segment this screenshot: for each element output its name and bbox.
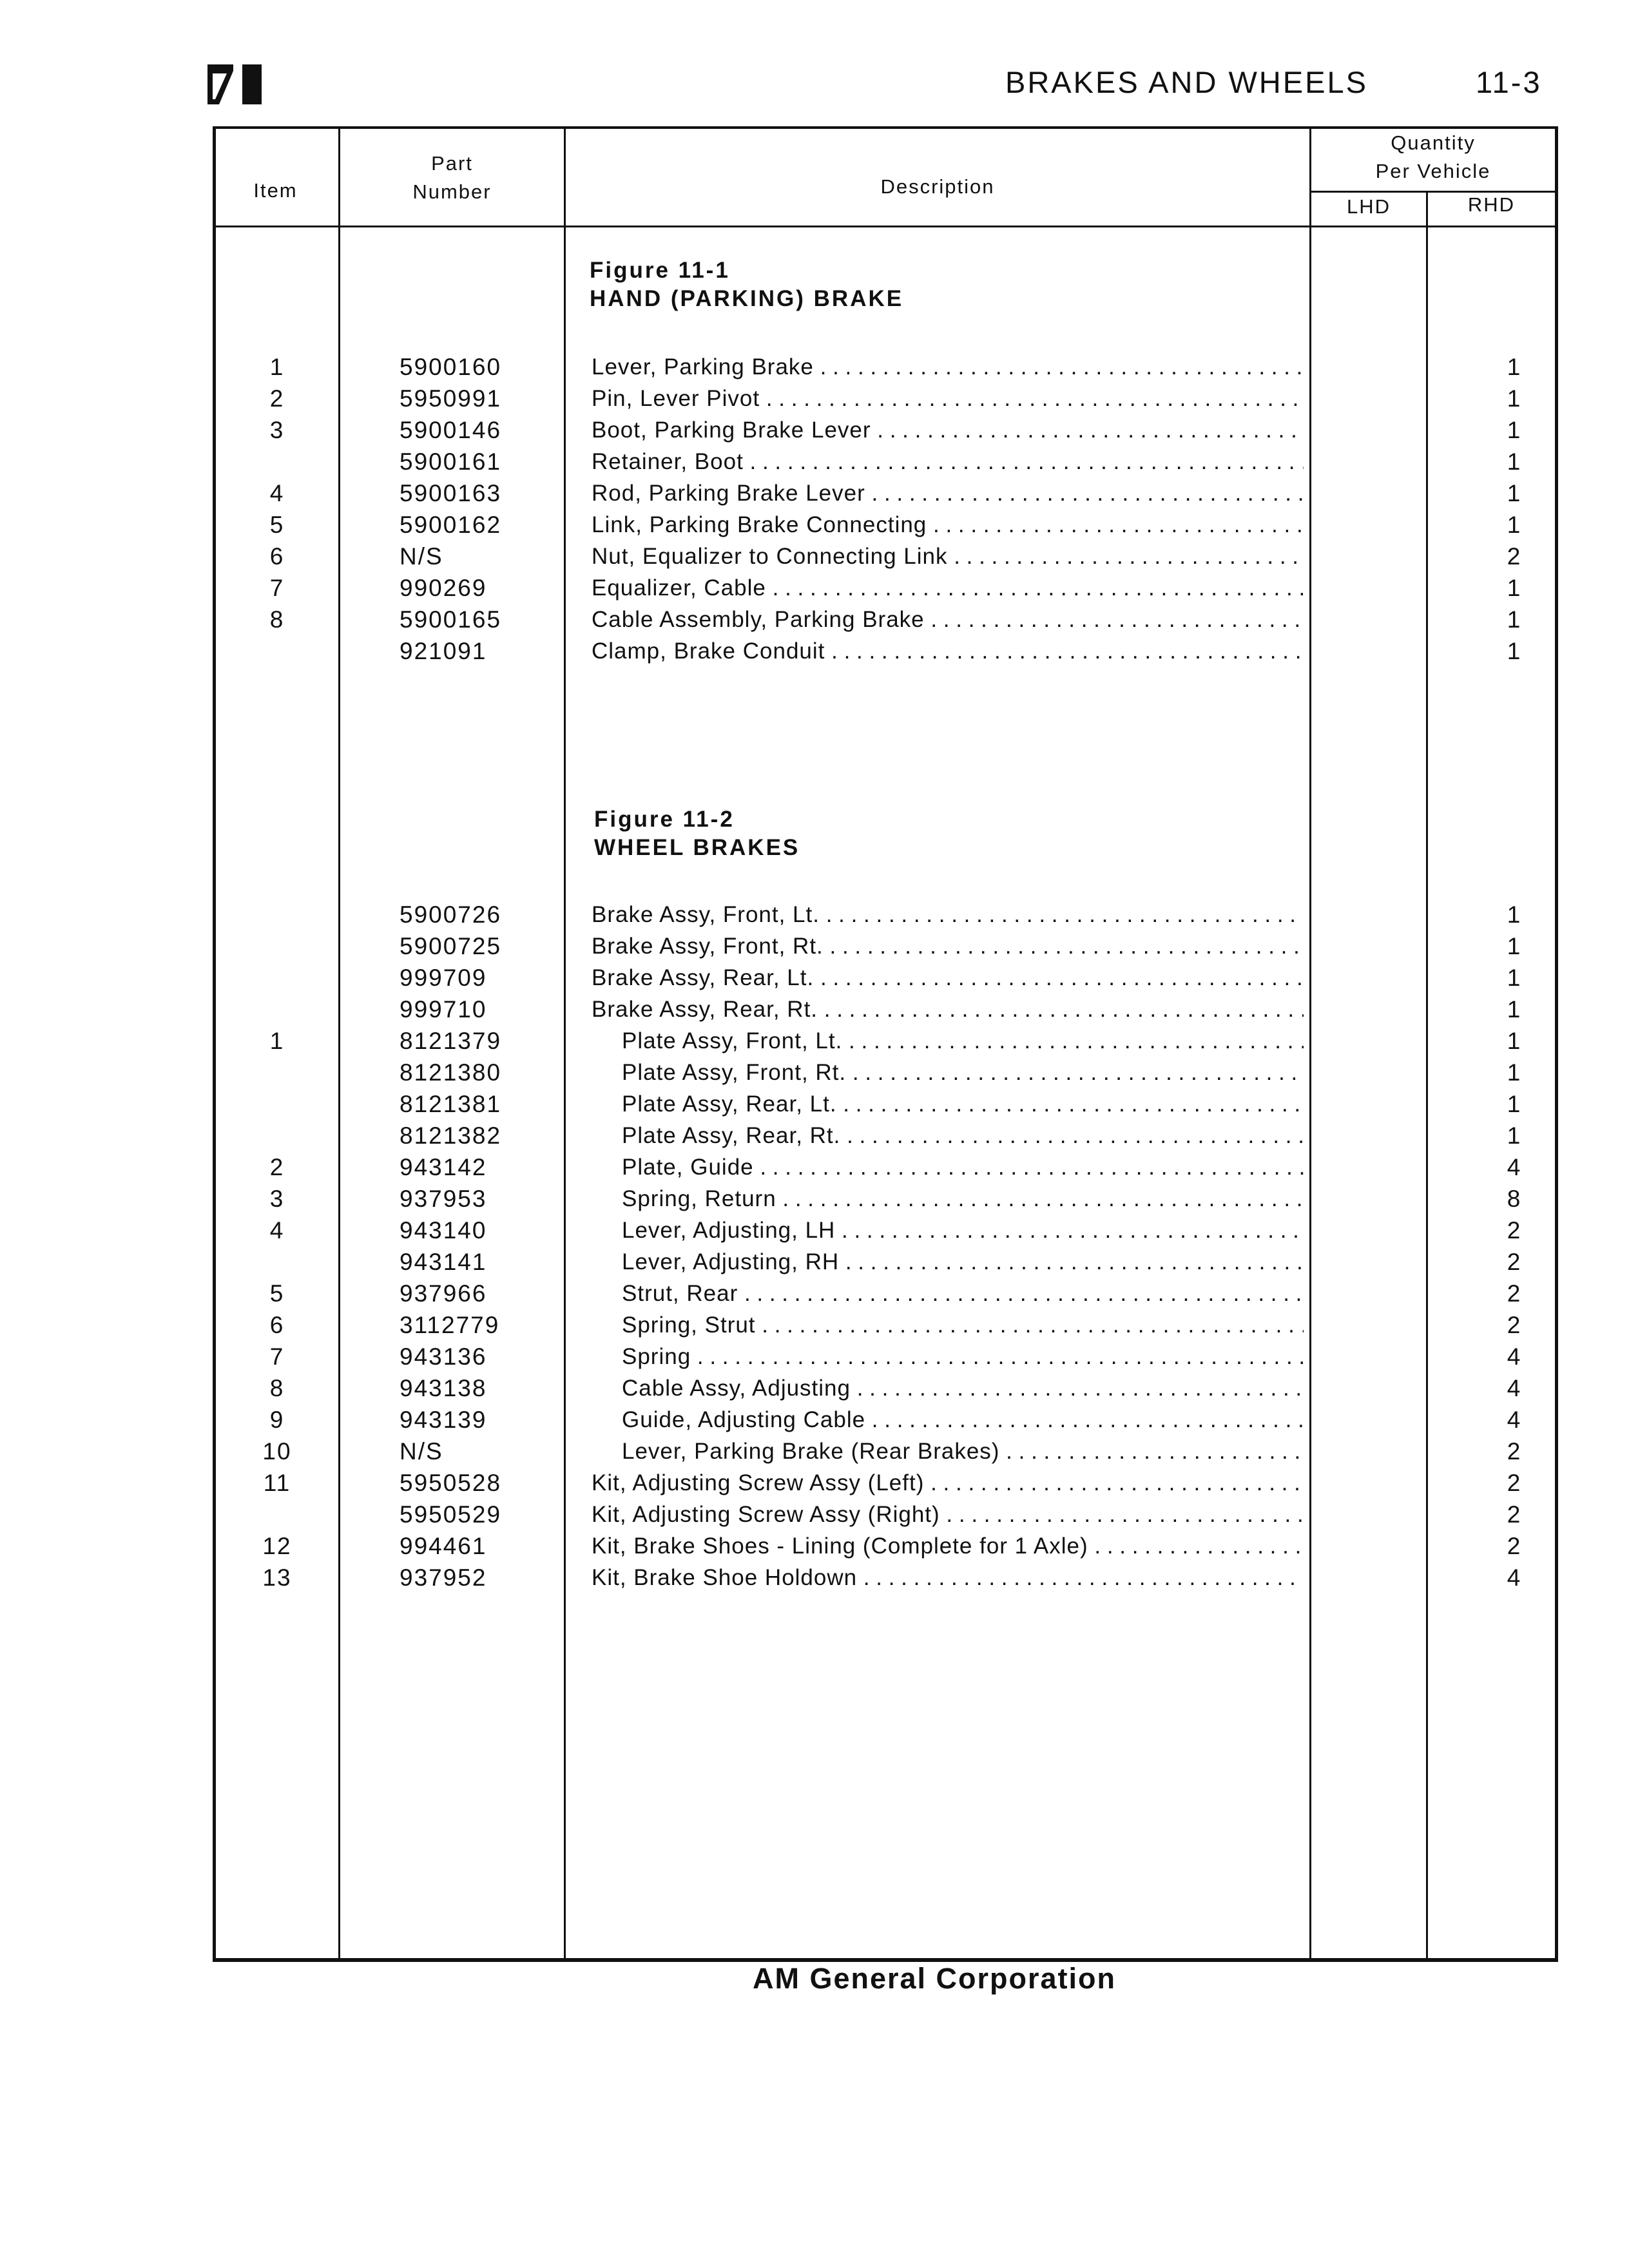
quantity-header-rule: [1309, 191, 1555, 193]
description: Plate Assy, Front, Rt. . . .: [622, 1057, 1304, 1088]
part-number: 5950528: [400, 1470, 502, 1496]
description: Kit, Adjusting Screw Assy (Left) . . .: [592, 1467, 1304, 1499]
description: Link, Parking Brake Connecting . . .: [592, 509, 1304, 541]
table-row: [0, 899, 1629, 930]
description: Boot, Parking Brake Lever . . .: [592, 414, 1304, 446]
part-number: 5900725: [400, 933, 502, 959]
header-quantity-line1: Quantity: [1391, 131, 1476, 154]
description: Lever, Adjusting, RH . . .: [622, 1246, 1304, 1278]
part-number: 5900163: [400, 480, 502, 506]
description: Plate Assy, Rear, Rt. . . .: [622, 1120, 1304, 1151]
table-row: [0, 1057, 1629, 1088]
qty-rhd: 2: [1507, 1280, 1522, 1307]
part-number: 5950991: [400, 385, 502, 412]
description: Brake Assy, Rear, Rt. . . .: [592, 994, 1304, 1025]
figure-title: HAND (PARKING) BRAKE: [590, 286, 904, 311]
header-part-number: [340, 149, 564, 206]
table-row: [0, 1246, 1629, 1278]
item-number: 9: [269, 1407, 285, 1433]
part-number: 943140: [400, 1217, 487, 1244]
description: Strut, Rear . . .: [622, 1278, 1304, 1309]
description: Equalizer, Cable . . .: [592, 572, 1304, 604]
header-quantity: [1311, 129, 1555, 186]
header-part-line1: Part: [431, 152, 473, 175]
part-number: 943139: [400, 1407, 487, 1433]
part-number: 3112779: [400, 1312, 500, 1338]
description: Rod, Parking Brake Lever . . .: [592, 477, 1304, 509]
part-number: 5900165: [400, 606, 502, 633]
item-number: 6: [269, 543, 285, 570]
table-row: [0, 446, 1629, 477]
part-number: 921091: [400, 638, 487, 664]
part-number: 937966: [400, 1280, 487, 1307]
part-number: 5900162: [400, 512, 502, 538]
part-number: 5900146: [400, 417, 502, 443]
item-number: 8: [269, 606, 285, 633]
part-number: 994461: [400, 1533, 487, 1559]
description: Brake Assy, Front, Lt. . . .: [592, 899, 1304, 930]
item-number: 8: [269, 1375, 285, 1401]
description: Spring . . .: [622, 1341, 1304, 1372]
qty-rhd: 2: [1507, 1470, 1522, 1496]
table-row: [0, 604, 1629, 635]
table-row: [0, 477, 1629, 509]
part-number: N/S: [400, 543, 443, 570]
header-bottom-rule: [213, 226, 1558, 227]
description: Spring, Strut . . .: [622, 1309, 1304, 1341]
description: Brake Assy, Rear, Lt. . . .: [592, 962, 1304, 994]
header-rhd: RHD: [1467, 193, 1516, 216]
description: Spring, Return . . .: [622, 1183, 1304, 1215]
qty-rhd: 1: [1507, 385, 1522, 412]
qty-rhd: 1: [1507, 512, 1522, 538]
table-row: [0, 1530, 1629, 1562]
table-row: [0, 1436, 1629, 1467]
table-row: [0, 572, 1629, 604]
item-number: 6: [269, 1312, 285, 1338]
qty-rhd: 1: [1507, 1091, 1522, 1117]
description: Kit, Brake Shoes - Lining (Complete for 1 Axle) . . .: [592, 1530, 1304, 1562]
part-number: 990269: [400, 575, 487, 601]
part-number: 5900726: [400, 901, 502, 928]
description: Lever, Parking Brake . . .: [592, 351, 1304, 383]
qty-rhd: 1: [1507, 575, 1522, 601]
qty-rhd: 1: [1507, 638, 1522, 664]
part-number: 937953: [400, 1186, 487, 1212]
description: Pin, Lever Pivot . . .: [592, 383, 1304, 414]
part-number: 943136: [400, 1343, 487, 1370]
qty-rhd: 2: [1507, 1438, 1522, 1465]
part-number: 8121379: [400, 1028, 502, 1054]
qty-rhd: 8: [1507, 1186, 1522, 1212]
qty-rhd: 4: [1507, 1564, 1522, 1591]
description: Retainer, Boot . . .: [592, 446, 1304, 477]
am-general-logo-icon: [207, 64, 265, 104]
qty-rhd: 1: [1507, 1059, 1522, 1086]
table-row: [0, 1120, 1629, 1151]
description: Lever, Adjusting, LH . . .: [622, 1215, 1304, 1246]
description: Plate, Guide . . .: [622, 1151, 1304, 1183]
item-number: 13: [262, 1564, 292, 1591]
item-number: 5: [269, 1280, 285, 1307]
part-number: 5900161: [400, 448, 502, 475]
part-number: 8121380: [400, 1059, 502, 1086]
part-number: N/S: [400, 1438, 443, 1465]
part-number: 8121382: [400, 1122, 502, 1149]
part-number: 943141: [400, 1249, 487, 1275]
qty-rhd: 2: [1507, 1249, 1522, 1275]
part-number: 999709: [400, 965, 487, 991]
description: Lever, Parking Brake (Rear Brakes) . . .: [622, 1436, 1304, 1467]
part-number: 5950529: [400, 1501, 502, 1528]
item-number: 7: [269, 575, 285, 601]
header-part-line2: Number: [412, 180, 492, 203]
qty-rhd: 4: [1507, 1407, 1522, 1433]
header-description: Description: [880, 175, 995, 198]
table-row: [0, 930, 1629, 962]
header-lhd: LHD: [1346, 195, 1391, 218]
table-row: [0, 1309, 1629, 1341]
qty-rhd: 2: [1507, 1501, 1522, 1528]
qty-rhd: 1: [1507, 901, 1522, 928]
item-number: 11: [263, 1470, 291, 1496]
qty-rhd: 1: [1507, 417, 1522, 443]
figure-caption: [590, 256, 903, 313]
item-number: 4: [269, 1217, 285, 1244]
table-row: [0, 994, 1629, 1025]
qty-rhd: 1: [1507, 965, 1522, 991]
qty-rhd: 1: [1507, 933, 1522, 959]
figure-number: Figure 11-2: [594, 807, 735, 832]
description: Nut, Equalizer to Connecting Link . . .: [592, 541, 1304, 572]
item-number: 7: [269, 1343, 285, 1370]
figure-number: Figure 11-1: [590, 258, 730, 283]
part-number: 999710: [400, 996, 487, 1023]
table-row: [0, 1088, 1629, 1120]
item-number: 10: [262, 1438, 292, 1465]
table-row: [0, 414, 1629, 446]
qty-rhd: 1: [1507, 480, 1522, 506]
item-number: 4: [269, 480, 285, 506]
qty-rhd: 4: [1507, 1343, 1522, 1370]
table-row: [0, 962, 1629, 994]
table-row: [0, 635, 1629, 667]
qty-rhd: 2: [1507, 1312, 1522, 1338]
figure-title: WHEEL BRAKES: [594, 835, 800, 860]
item-number: 2: [269, 1154, 285, 1180]
table-row: [0, 1278, 1629, 1309]
table-row: [0, 1025, 1629, 1057]
qty-rhd: 2: [1507, 1533, 1522, 1559]
description: Kit, Adjusting Screw Assy (Right) . . .: [592, 1499, 1304, 1530]
qty-rhd: 1: [1507, 354, 1522, 380]
qty-rhd: 1: [1507, 1122, 1522, 1149]
table-row: [0, 1372, 1629, 1404]
table-row: [0, 1341, 1629, 1372]
table-row: [0, 1215, 1629, 1246]
description: Clamp, Brake Conduit . . .: [592, 635, 1304, 667]
item-number: 1: [269, 354, 285, 380]
part-number: 5900160: [400, 354, 502, 380]
item-number: 12: [262, 1533, 292, 1559]
header-item: Item: [253, 179, 298, 202]
description: Guide, Adjusting Cable . . .: [622, 1404, 1304, 1436]
description: Cable Assy, Adjusting . . .: [622, 1372, 1304, 1404]
table-row: [0, 1151, 1629, 1183]
qty-rhd: 2: [1507, 543, 1522, 570]
table-row: [0, 1499, 1629, 1530]
item-number: 5: [269, 512, 285, 538]
table-row: [0, 1467, 1629, 1499]
footer-company: AM General Corporation: [752, 1962, 1117, 1995]
qty-rhd: 1: [1507, 996, 1522, 1023]
part-number: 943138: [400, 1375, 487, 1401]
item-number: 3: [269, 1186, 285, 1212]
page-number: 11-3: [1476, 65, 1542, 99]
table-row: [0, 383, 1629, 414]
item-number: 2: [269, 385, 285, 412]
running-title: BRAKES AND WHEELS: [1005, 65, 1368, 99]
qty-rhd: 4: [1507, 1154, 1522, 1180]
qty-rhd: 4: [1507, 1375, 1522, 1401]
table-row: [0, 351, 1629, 383]
description: Kit, Brake Shoe Holdown . . .: [592, 1562, 1304, 1593]
qty-rhd: 2: [1507, 1217, 1522, 1244]
item-number: 1: [269, 1028, 285, 1054]
part-number: 937952: [400, 1564, 487, 1591]
description: Plate Assy, Rear, Lt. . . .: [622, 1088, 1304, 1120]
figure-caption: [594, 805, 800, 862]
table-row: [0, 541, 1629, 572]
description: Brake Assy, Front, Rt. . . .: [592, 930, 1304, 962]
item-number: 3: [269, 417, 285, 443]
description: Plate Assy, Front, Lt. . . .: [622, 1025, 1304, 1057]
part-number: 943142: [400, 1154, 487, 1180]
qty-rhd: 1: [1507, 448, 1522, 475]
table-row: [0, 509, 1629, 541]
part-number: 8121381: [400, 1091, 502, 1117]
table-row: [0, 1404, 1629, 1436]
description: Cable Assembly, Parking Brake . . .: [592, 604, 1304, 635]
table-row: [0, 1183, 1629, 1215]
header-quantity-line2: Per Vehicle: [1375, 160, 1491, 182]
table-row: [0, 1562, 1629, 1593]
qty-rhd: 1: [1507, 606, 1522, 633]
qty-rhd: 1: [1507, 1028, 1522, 1054]
